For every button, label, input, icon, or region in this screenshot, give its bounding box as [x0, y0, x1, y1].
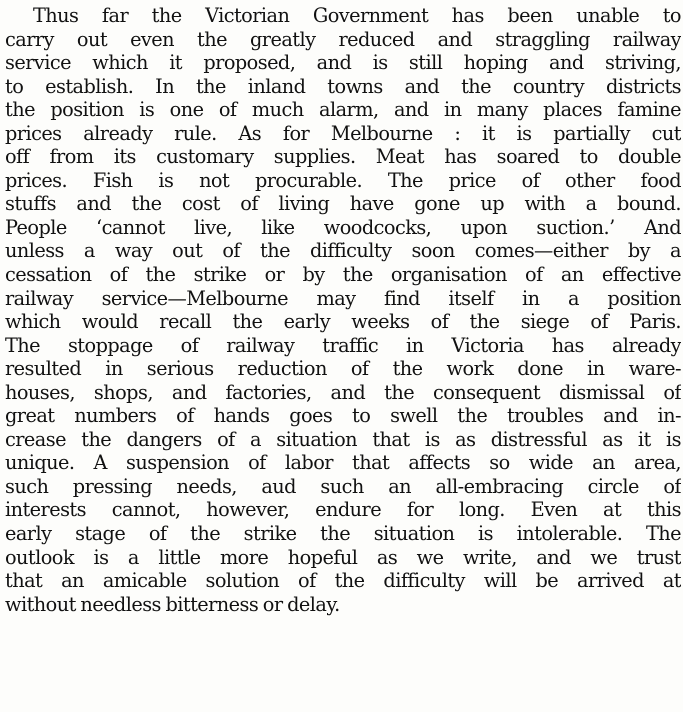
- article-line: service which it proposed, and is still hoping and striving,: [5, 51, 681, 75]
- article-line: unique. A suspension of labor that affects so wide an area,: [5, 451, 681, 475]
- article-line: off from its customary supplies. Meat has soared to double: [5, 145, 681, 169]
- article-line: interests cannot, however, endure for long. Even at this: [5, 498, 681, 522]
- article-line: early stage of the strike the situation is intolerable. The: [5, 522, 681, 546]
- article-body: [5, 4, 681, 616]
- article-line: stuffs and the cost of living have gone up with a bound.: [5, 192, 681, 216]
- article-line: the position is one of much alarm, and in many places famine: [5, 98, 681, 122]
- article-line: houses, shops, and factories, and the consequent dismissal of: [5, 380, 681, 404]
- article-line: People ‘cannot live, like woodcocks, upon suction.’ And: [5, 215, 681, 239]
- article-line: carry out even the greatly reduced and straggling railway: [5, 27, 681, 51]
- article-line: great numbers of hands goes to swell the troubles and in-: [5, 404, 681, 428]
- article-line: Thus far the Victorian Government has been unable to: [33, 4, 681, 27]
- article-line: that an amicable solution of the difficulty will be arrived at: [5, 569, 681, 593]
- article-line: crease the dangers of a situation that is as distressful as it is: [5, 427, 681, 451]
- article-line: railway service—Melbourne may find itself in a position: [5, 286, 681, 310]
- article-line: prices. Fish is not procurable. The price of other food: [5, 168, 681, 192]
- article-line: cessation of the strike or by the organisation of an effective: [5, 263, 681, 287]
- article-line: without needless bitterness or delay.: [5, 592, 340, 616]
- article-line: The stoppage of railway traffic in Victoria has already: [5, 333, 681, 357]
- article-line: resulted in serious reduction of the work done in ware-: [5, 357, 681, 381]
- article-line: unless a way out of the difficulty soon comes—either by a: [5, 239, 681, 263]
- article-line: prices already rule. As for Melbourne : it is partially cut: [5, 121, 681, 145]
- article-line: outlook is a little more hopeful as we write, and we trust: [5, 545, 681, 569]
- article-line: to establish. In the inland towns and the country districts: [5, 74, 681, 98]
- article-line: such pressing needs, aud such an all-embracing circle of: [5, 474, 681, 498]
- article-line: which would recall the early weeks of the siege of Paris.: [5, 310, 681, 334]
